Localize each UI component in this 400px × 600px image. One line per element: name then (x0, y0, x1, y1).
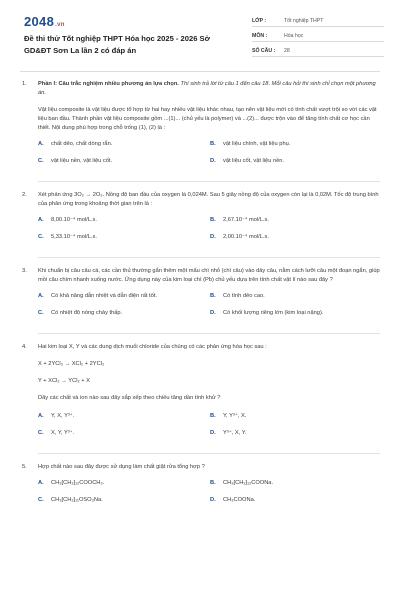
option-c[interactable]: C. vật liệu nền, vật liệu cốt. (38, 158, 113, 164)
meta-subject: MÔN : Hóa học (252, 31, 384, 42)
document-title: Đề thi thử Tốt nghiệp THPT Hóa học 2025 - 2026 Sở GD&ĐT Sơn La lần 2 có đáp án (24, 34, 211, 55)
header-divider (20, 71, 380, 72)
option-d[interactable]: D. vật liệu cốt, vật liệu nền. (210, 158, 285, 164)
option-d[interactable]: D. CH₃COONa. (210, 497, 256, 503)
question-divider (38, 453, 380, 454)
site-logo[interactable]: 2048.vn (24, 14, 65, 29)
option-c[interactable]: C. X, Y, Y³⁺. (38, 430, 75, 436)
question-subtext: Dãy các chất và ion nào sau đây sắp xếp theo chiều tăng dần tính khử ? (38, 395, 221, 401)
question-divider (38, 257, 380, 258)
question-text: Hợp chất nào sau đây được sử dụng làm chất giặt rửa tổng hợp ? (38, 464, 205, 470)
question-3: 3. Khi chuẩn bị câu câu cá, các cần thủ thường gắn thêm một mẩu chì nhỏ (chì câu) vào dây câu, nằm cách lưỡi câu một đoạn ngắn, giúp mồi câu chìm nhanh xuống nước. Ứng dụng này của kim loại chì (Pb) chủ yếu dựa trên tính chất vật lí nào sau đây ? A. Có khả năng dẫn nhiệt và dẫn điện rất tốt. B. Có tính dẻo cao. C. Có nhiệt độ nóng chảy thấp. D. Có khối lượng riêng lớn (kim loại nặng). (22, 267, 380, 326)
meta-question-count: SỐ CÂU : 28 (252, 46, 384, 57)
part-heading: Phần I: Câu trắc nghiệm nhiều phương án lựa chọn. Thí sinh trả lời từ câu 1 đến câu 18. Mỗi câu hỏi thí sinh chỉ chọn một phương án. (38, 81, 376, 96)
option-d[interactable]: D. Y³⁺, X, Y. (210, 430, 247, 436)
option-a[interactable]: A. Y, X, Y³⁺. (38, 413, 75, 419)
option-b[interactable]: B. vật liệu chính, vật liệu phụ. (210, 141, 291, 147)
exam-meta (252, 16, 384, 61)
option-d[interactable]: D. 2,00.10⁻⁴ mol/L.s. (210, 234, 269, 240)
question-text: Khi chuẩn bị câu câu cá, các cần thủ thường gắn thêm một mẩu chì nhỏ (chì câu) vào dây câu, nằm cách lưỡi câu một đoạn ngắn, giúp mồi câu chìm nhanh xuống nước. Ứng dụng này của kim loại chì (Pb) chủ yếu dựa trên tính chất vật lí nào sau đây ? (38, 268, 380, 283)
option-c[interactable]: C. CH₃[CH₂]₁₁OSO₃Na. (38, 497, 103, 503)
question-text: Hai kim loại X, Y và các dung dịch muối chloride của chúng có các phản ứng hóa học sau : (38, 344, 267, 350)
option-c[interactable]: C. 5,33.10⁻⁴ mol/L.s. (38, 234, 97, 240)
question-divider (38, 333, 380, 334)
question-5: 5. Hợp chất nào sau đây được sử dụng làm chất giặt rửa tổng hợp ? A. CH₃[CH₂]₁₂COOCH₃. B. CH₃[CH₂]₁₂COONa. C. CH₃[CH₂]₁₁OSO₃Na. D. CH₃COONa. (22, 463, 380, 513)
reaction-equation-2: Y + XCl₂ → YCl₂ + X (38, 378, 90, 384)
option-b[interactable]: B. CH₃[CH₂]₁₂COONa. (210, 480, 274, 486)
option-d[interactable]: D. Có khối lượng riêng lớn (kim loại nặng). (210, 310, 324, 316)
option-a[interactable]: A. Có khả năng dẫn nhiệt và dẫn điện rất tốt. (38, 293, 157, 299)
reaction-equation-1: X + 2YCl₃ → XCl₂ + 2YCl₂ (38, 361, 105, 367)
option-a[interactable]: A. chất dẻo, chất dòng rắn. (38, 141, 113, 147)
option-a[interactable]: A. CH₃[CH₂]₁₂COOCH₃. (38, 480, 105, 486)
option-c[interactable]: C. Có nhiệt độ nóng chảy thấp. (38, 310, 123, 316)
option-b[interactable]: B. Y, Y³⁺, X. (210, 413, 247, 419)
question-text: Xét phản ứng 3O₂ → 2O₃. Nồng độ ban đầu của oxygen là 0,024M. Sau 5 giây nồng độ của oxygen còn lại là 0,02M. Tốc độ trung bình của phản ứng trong khoảng thời gian trên là : (38, 192, 379, 207)
question-text: Vật liệu composite là vật liệu được tổ hợp từ hai hay nhiều vật liệu khác nhau, tạo nên vật liệu mới có tính chất vượt trội so với các vật liệu ban đầu. Thành phần vật liệu composite gồm ...(1)... (chủ yếu là polymer) và ...(2)... được trộn vào để tăng tính chất cơ học cần thiết. Nội dung phù hợp trong chỗ trống (1), (2) là : (38, 107, 377, 131)
question-4: 4. Hai kim loại X, Y và các dung dịch muối chloride của chúng có các phản ứng hóa học sau : X + 2YCl₃ → XCl₂ + 2YCl₂ Y + XCl₂ → YCl₂ + X Dãy các chất và ion nào sau đây sắp xếp theo chiều tăng dần tính khử ? A. Y, X, Y³⁺. B. Y, Y³⁺, X. C. X, Y, Y³⁺. D. Y³⁺, X, Y. (22, 343, 380, 446)
question-1: 1. Phần I: Câu trắc nghiệm nhiều phương án lựa chọn. Thí sinh trả lời từ câu 1 đến câu 18. Mỗi câu hỏi thí sinh chỉ chọn một phương án. Vật liệu composite là vật liệu được tổ hợp từ hai hay nhiều vật liệu khác nhau, tạo nên vật liệu mới có tính chất vượt trội so với các vật liệu ban đầu. Thành phần vật liệu composite gồm ...(1)... (chủ yếu là polymer) và ...(2)... được trộn vào để tăng tính chất cơ học cần thiết. Nội dung phù hợp trong chỗ trống (1), (2) là : A. chất dẻo, chất dòng rắn. B. vật liệu chính, vật liệu phụ. C. vật liệu nền, vật liệu cốt. D. vật liệu cốt, vật liệu nền. (22, 80, 380, 174)
question-divider (38, 181, 380, 182)
option-b[interactable]: B. 2,67.10⁻⁴ mol/L.s. (210, 217, 269, 223)
option-b[interactable]: B. Có tính dẻo cao. (210, 293, 265, 299)
question-2: 2. Xét phản ứng 3O₂ → 2O₃. Nồng độ ban đầu của oxygen là 0,024M. Sau 5 giây nồng độ của oxygen còn lại là 0,02M. Tốc độ trung bình của phản ứng trong khoảng thời gian trên là : A. 8,00.10⁻⁴ mol/L.s. B. 2,67.10⁻⁴ mol/L.s. C. 5,33.10⁻⁴ mol/L.s. D. 2,00.10⁻⁴ mol/L.s. (22, 191, 380, 250)
question-list (22, 80, 380, 520)
meta-class: LỚP : Tốt nghiệp THPT (252, 16, 384, 27)
option-a[interactable]: A. 8,00.10⁻⁴ mol/L.s. (38, 217, 97, 223)
